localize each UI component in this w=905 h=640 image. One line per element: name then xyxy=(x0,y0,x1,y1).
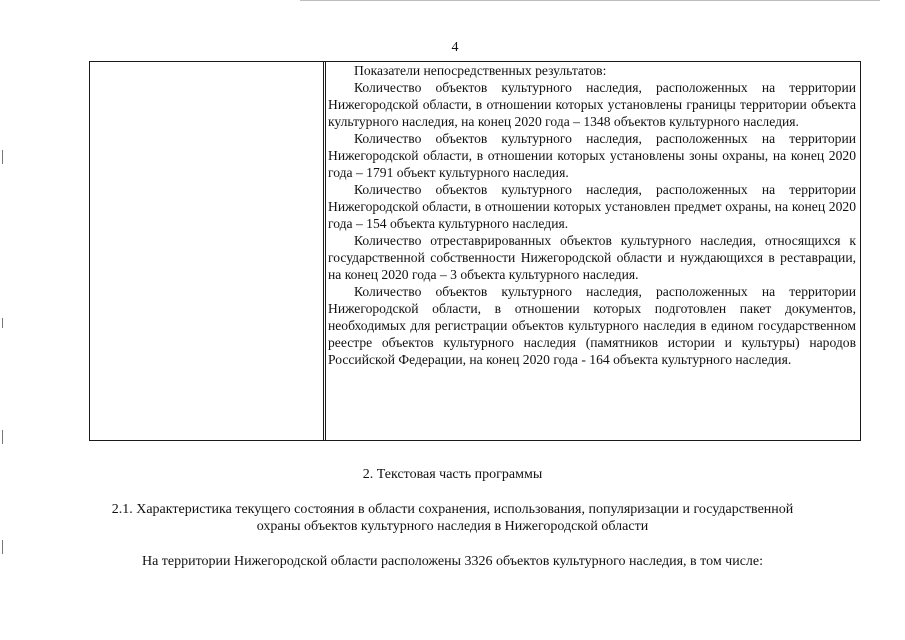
page-number: 4 xyxy=(451,40,459,55)
indicator-cell xyxy=(326,62,860,368)
scan-edge-mark xyxy=(2,430,3,444)
scan-edge-mark xyxy=(2,318,3,328)
indicator-paragraph: Количество отреставрированных объектов культурного наследия, относящихся к государственной собственности Нижегородской области и нуждающихся в реставрации, на конец 2020 года – 3 объекта культурного наследия. xyxy=(328,233,856,282)
indicator-paragraph: Количество объектов культурного наследия, расположенных на территории Нижегородской области, в отношении которых установлены зоны охраны, на конец 2020 года – 1791 объект культурного наследия. xyxy=(328,131,856,180)
scan-edge-mark xyxy=(2,150,3,164)
subsection-title: 2.1. Характеристика текущего состояния в области сохранения, использования, популяризации и государственной охраны объектов культурного наследия в Нижегородской области xyxy=(111,502,794,534)
scan-edge-mark xyxy=(2,540,3,554)
top-edge-rule xyxy=(300,0,880,1)
section-title: 2. Текстовая часть программы xyxy=(362,467,543,482)
indicator-paragraph: Количество объектов культурного наследия, расположенных на территории Нижегородской области, в отношении которых установлены границы территории объекта культурного наследия, на конец 2020 года – 1348 объектов культурного наследия. xyxy=(328,80,856,129)
indicator-paragraph: Количество объектов культурного наследия, расположенных на территории Нижегородской области, в отношении которых установлен предмет охраны, на конец 2020 года – 154 объекта культурного наследия. xyxy=(328,182,856,231)
indicators-heading: Показатели непосредственных результатов: xyxy=(354,63,607,78)
body-paragraph: На территории Нижегородской области расположены 3326 объектов культурного наследия, в том числе: xyxy=(141,554,764,569)
indicator-paragraph: Количество объектов культурного наследия, расположенных на территории Нижегородской области, в отношении которых подготовлен пакет документов, необходимых для регистрации объектов культурного наследия в едином государственном реестре объектов культурного наследия (памятников истории и культуры) народов Российской Федерации, на конец 2020 года - 164 объекта культурного наследия. xyxy=(328,284,856,367)
indicator-table xyxy=(89,61,861,441)
